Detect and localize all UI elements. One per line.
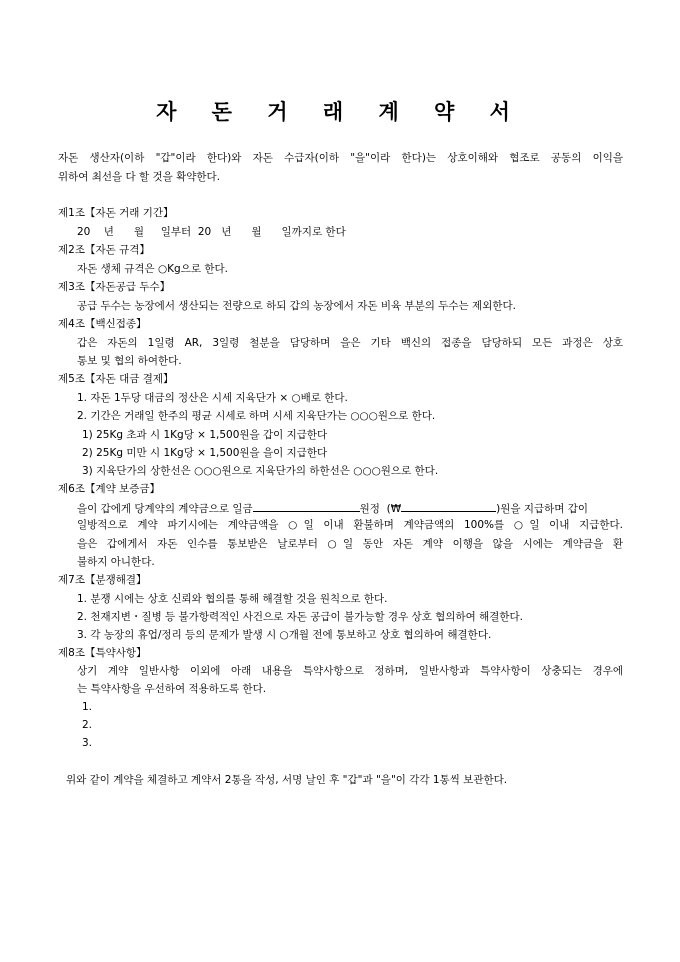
article-7-item-1: 1. 분쟁 시에는 상호 신뢰와 협의를 통해 해결할 것을 원칙으로 한다. bbox=[77, 593, 388, 605]
deposit-text-b: 원정 (₩ bbox=[359, 503, 402, 515]
article-5-item-1: 1. 자돈 1두당 대금의 정산은 시세 지육단가 × ○배로 한다. bbox=[77, 392, 348, 404]
article-4-heading: 제4조【백신접종】 bbox=[58, 318, 147, 330]
article-8-body-line-1: 상기 계약 일반사항 이외에 아래 내용을 특약사항으로 정하며, 일반사항과 특약사항이 상충되는 경우에 bbox=[77, 665, 623, 677]
closing-statement: 위와 같이 계약을 체결하고 계약서 2통을 작성, 서명 날인 후 "갑"과 "을"이 각각 1통씩 보관한다. bbox=[66, 774, 508, 786]
article-3-heading: 제3조【자돈공급 두수】 bbox=[58, 281, 171, 293]
article-4-body-line-1: 갑은 자돈의 1일령 AR, 3일령 철분을 담당하며 을은 기타 백신의 접종을 담당하되 모든 과정은 상호 bbox=[77, 337, 623, 349]
article-5-item-2: 2. 기간은 거래일 한주의 평균 시세로 하며 시세 지육단가는 ○○○원으로 한다. bbox=[77, 410, 436, 422]
article-6-heading: 제6조【계약 보증금】 bbox=[58, 483, 161, 495]
deposit-amount-won-blank[interactable] bbox=[401, 500, 496, 512]
article-1-body: 20 년 월 일부터 20 년 월 일까지로 한다 bbox=[77, 226, 346, 238]
article-8-body-line-2: 는 특약사항을 우선하여 적용하도록 한다. bbox=[77, 683, 267, 695]
article-5-heading: 제5조【자돈 대금 결제】 bbox=[58, 373, 174, 385]
deposit-amount-korean-blank[interactable] bbox=[253, 500, 360, 512]
article-4-body-line-2: 통보 및 협의 하여한다. bbox=[77, 355, 182, 367]
article-7-item-2: 2. 천재지변・질병 등 불가항력적인 사건으로 자돈 공급이 불가능할 경우 상호 협의하여 해결한다. bbox=[77, 611, 524, 623]
article-6-deposit-line bbox=[77, 500, 588, 516]
article-2-heading: 제2조【자돈 규격】 bbox=[58, 244, 150, 256]
special-term-2: 2. bbox=[82, 719, 93, 731]
article-3-body: 공급 두수는 농장에서 생산되는 전량으로 하되 갑의 농장에서 자돈 비육 부분의 두수는 제외한다. bbox=[77, 300, 516, 312]
article-6-body-line-2: 을은 갑에게서 자돈 인수를 통보받은 날로부터 ○일 동안 자돈 계약 이행을 않을 시에는 계약금을 환 bbox=[77, 538, 623, 550]
deposit-text-a: 을이 갑에게 당계약의 계약금으로 일금 bbox=[77, 503, 253, 515]
deposit-text-c: )원을 지급하며 갑이 bbox=[496, 503, 589, 515]
article-6-body-line-3: 불하지 아니한다. bbox=[77, 556, 155, 568]
article-7-item-3: 3. 각 농장의 휴업/정리 등의 문제가 발생 시 ○개월 전에 통보하고 상호 협의하여 해결한다. bbox=[77, 629, 492, 641]
article-6-body-line-1: 일방적으로 계약 파기시에는 계약금액을 ○일 이내 환불하며 계약금액의 100%를 ○일 이내 지급한다. bbox=[77, 519, 623, 531]
article-2-body: 자돈 생체 규격은 ○Kg으로 한다. bbox=[77, 263, 228, 275]
article-1-heading: 제1조【자돈 거래 기간】 bbox=[58, 207, 174, 219]
article-5-subitem-2: 2) 25Kg 미만 시 1Kg당 × 1,500원을 을이 지급한다 bbox=[82, 447, 328, 459]
article-8-heading: 제8조【특약사항】 bbox=[58, 647, 147, 659]
intro-line-1: 자돈 생산자(이하 "갑"이라 한다)와 자돈 수급자(이하 "을"이라 한다)는 상호이해와 협조로 공동의 이익을 bbox=[58, 152, 623, 164]
article-7-heading: 제7조【분쟁해결】 bbox=[58, 574, 147, 586]
special-term-3: 3. bbox=[82, 737, 93, 749]
document-title: 자 돈 거 래 계 약 서 bbox=[156, 100, 524, 124]
special-term-1: 1. bbox=[82, 701, 93, 713]
article-5-subitem-1: 1) 25Kg 초과 시 1Kg당 × 1,500원을 갑이 지급한다 bbox=[82, 429, 328, 441]
intro-line-2: 위하여 최선을 다 할 것을 확약한다. bbox=[58, 171, 221, 183]
article-5-subitem-3: 3) 지육단가의 상한선은 ○○○원으로 지육단가의 하한선은 ○○○원으로 한다. bbox=[82, 465, 439, 477]
